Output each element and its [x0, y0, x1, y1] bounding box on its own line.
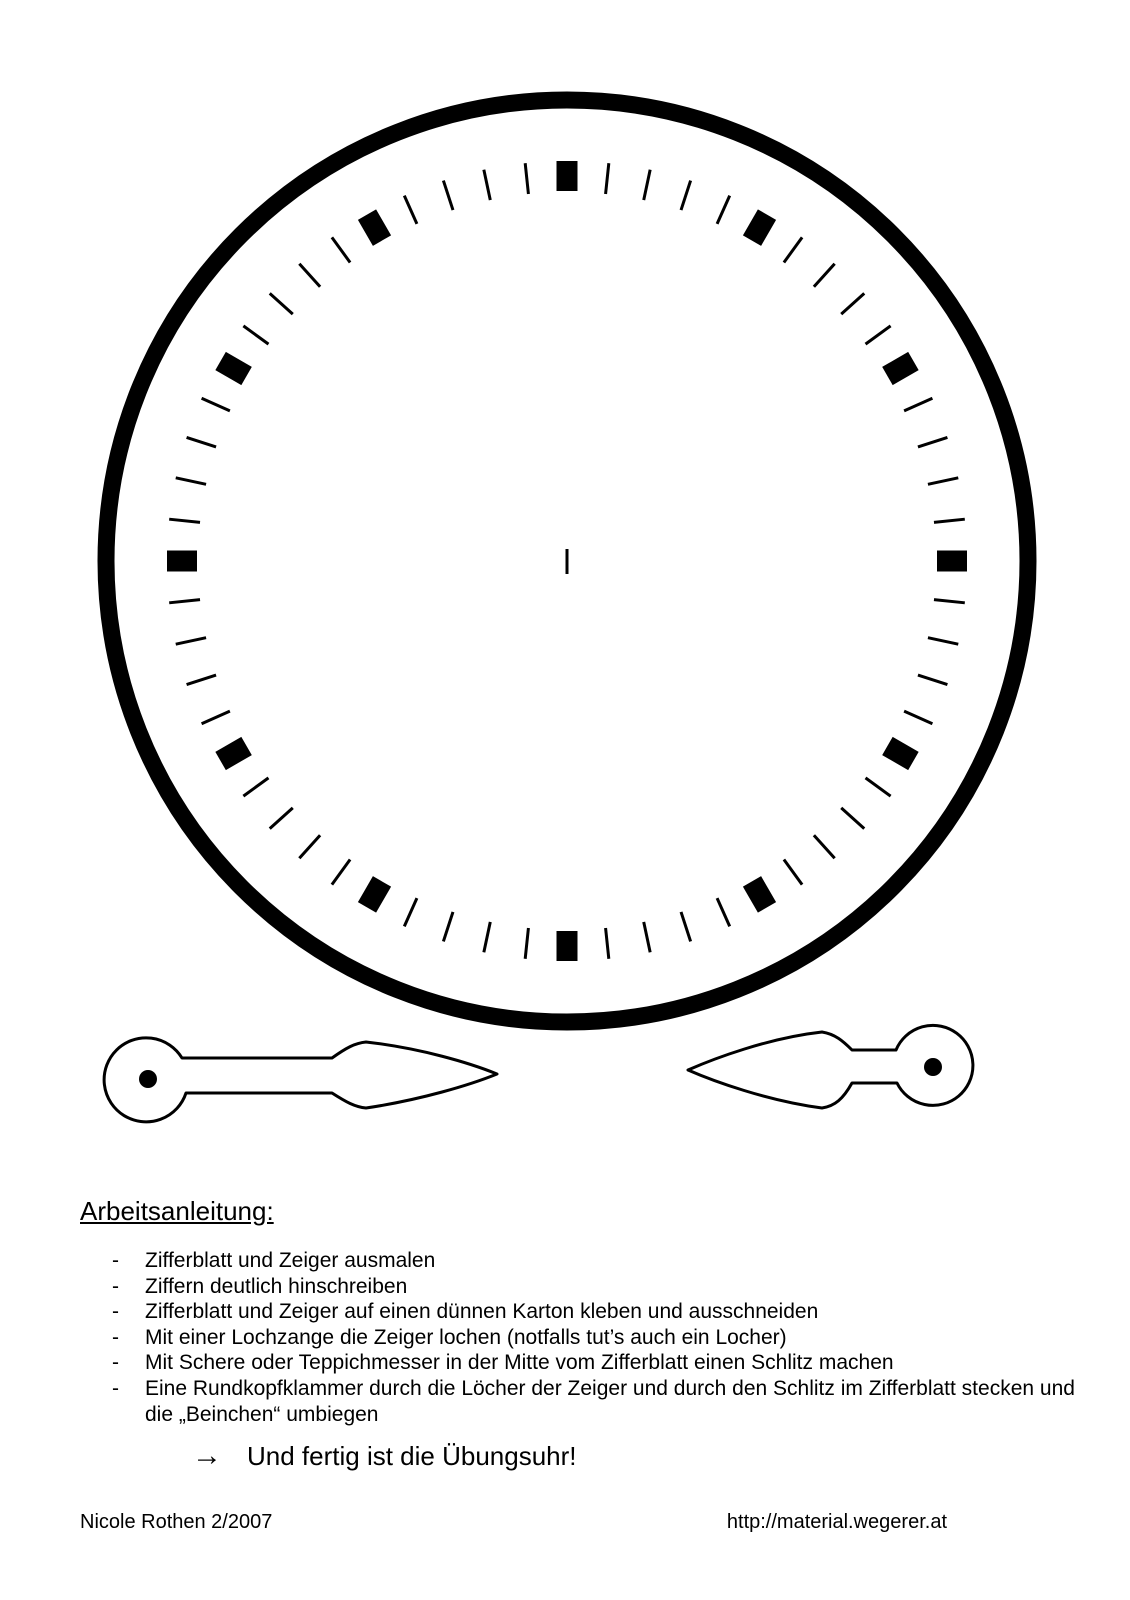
minute-tick	[270, 808, 293, 829]
instruction-item	[112, 1248, 1087, 1274]
instruction-text: Mit Schere oder Teppichmesser in der Mitte vom Zifferblatt einen Schlitz machen	[145, 1351, 894, 1375]
instruction-text: Eine Rundkopfklammer durch die Löcher der Zeiger und durch den Schlitz im Zifferblatt stecken und die „Beinchen“ umbiegen	[145, 1376, 1075, 1426]
minute-tick	[904, 711, 932, 724]
instructions-heading: Arbeitsanleitung:	[80, 1196, 274, 1226]
bullet-dash: -	[112, 1325, 119, 1349]
minute-hand-pivot-hole	[139, 1070, 157, 1088]
minute-hand-outline	[104, 1038, 497, 1122]
footer-author: Nicole Rothen 2/2007	[80, 1511, 273, 1533]
hour-mark	[937, 551, 967, 572]
minute-tick	[814, 264, 835, 287]
minute-tick	[904, 398, 932, 411]
minute-tick	[299, 835, 320, 858]
bullet-dash: -	[112, 1249, 119, 1272]
minute-tick	[243, 778, 268, 796]
minute-tick	[928, 478, 958, 484]
hour-mark	[215, 352, 251, 385]
minute-tick	[187, 675, 216, 685]
bullet-dash: -	[112, 1300, 119, 1324]
minute-tick	[814, 835, 835, 858]
hour-mark	[167, 551, 197, 572]
minute-tick	[202, 398, 230, 411]
minute-tick	[841, 808, 864, 829]
minute-tick	[332, 860, 350, 885]
minute-tick	[169, 519, 200, 522]
hour-mark	[358, 209, 391, 245]
hour-mark	[882, 352, 918, 385]
minute-tick	[202, 711, 230, 724]
hour-mark	[557, 931, 578, 961]
hour-mark	[358, 876, 391, 912]
instruction-item	[112, 1376, 1087, 1427]
hour-mark	[882, 737, 918, 770]
minute-tick	[928, 638, 958, 644]
minute-tick	[443, 912, 453, 941]
minute-tick	[681, 912, 691, 941]
minute-tick	[176, 638, 206, 644]
hour-mark	[743, 876, 776, 912]
conclusion-row	[192, 1441, 577, 1471]
bullet-dash: -	[112, 1376, 119, 1400]
instruction-text: Ziffern deutlich hinschreiben	[145, 1274, 408, 1298]
instruction-list	[112, 1248, 1087, 1427]
instruction-text: Zifferblatt und Zeiger auf einen dünnen Karton kleben und ausschneiden	[145, 1300, 819, 1324]
hour-mark	[557, 161, 578, 191]
minute-tick	[934, 519, 965, 522]
minute-tick	[784, 860, 802, 885]
minute-tick	[644, 170, 650, 200]
minute-tick	[644, 922, 650, 952]
minute-tick	[176, 478, 206, 484]
minute-tick	[918, 675, 947, 685]
minute-tick	[525, 928, 528, 959]
minute-tick	[299, 264, 320, 287]
right-arrow-icon: →	[192, 1439, 222, 1472]
minute-tick	[404, 196, 417, 224]
bullet-dash: -	[112, 1274, 119, 1298]
instruction-item	[112, 1350, 1087, 1376]
minute-tick	[717, 898, 730, 926]
minute-tick	[484, 170, 490, 200]
minute-tick	[606, 928, 609, 959]
minute-tick	[270, 293, 293, 314]
minute-tick	[918, 437, 947, 447]
instruction-text: Mit einer Lochzange die Zeiger lochen (notfalls tut’s auch ein Locher)	[145, 1325, 787, 1349]
minute-tick	[484, 922, 490, 952]
hour-hand-pivot-hole	[924, 1058, 942, 1076]
minute-tick	[866, 778, 891, 796]
minute-tick	[866, 326, 891, 344]
instruction-item	[112, 1325, 1087, 1351]
minute-tick	[717, 196, 730, 224]
instruction-item	[112, 1274, 1087, 1300]
minute-tick	[243, 326, 268, 344]
minute-tick	[784, 237, 802, 262]
minute-tick	[404, 898, 417, 926]
hour-mark	[743, 209, 776, 245]
minute-tick	[443, 181, 453, 210]
hour-mark	[215, 737, 251, 770]
instruction-text: Zifferblatt und Zeiger ausmalen	[145, 1249, 436, 1272]
instruction-item	[112, 1299, 1087, 1325]
conclusion-text: Und fertig ist die Übungsuhr!	[247, 1441, 577, 1471]
minute-tick	[606, 163, 609, 194]
minute-tick	[169, 600, 200, 603]
minute-tick	[681, 181, 691, 210]
minute-hand-cutout	[104, 1038, 497, 1122]
minute-tick	[841, 293, 864, 314]
minute-tick	[332, 237, 350, 262]
bullet-dash: -	[112, 1351, 119, 1375]
hour-hand-cutout	[688, 1025, 973, 1108]
minute-tick	[934, 600, 965, 603]
minute-tick	[525, 163, 528, 194]
footer-url: http://material.wegerer.at	[726, 1511, 947, 1533]
minute-tick	[187, 437, 216, 447]
